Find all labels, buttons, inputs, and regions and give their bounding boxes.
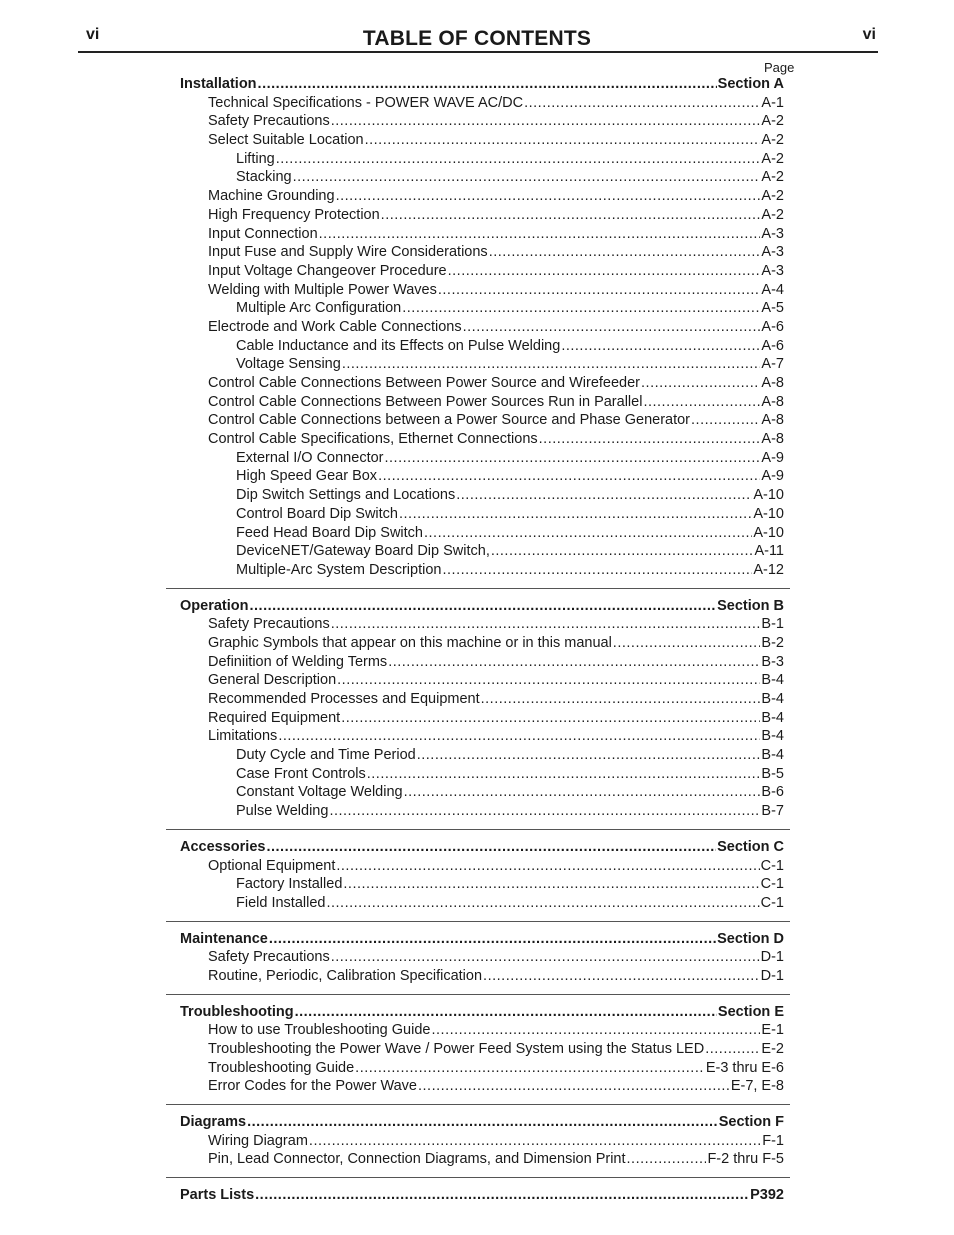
toc-entry[interactable] <box>166 1040 790 1059</box>
toc-entry-label: Maintenance <box>180 930 268 947</box>
toc-section <box>166 1186 790 1213</box>
dot-leader <box>418 1077 730 1096</box>
toc-entry-label: Optional Equipment <box>208 857 336 874</box>
page-column-label: Page <box>764 60 795 75</box>
toc-entry-label: Input Voltage Changeover Procedure <box>208 262 447 279</box>
toc-entry[interactable] <box>166 1021 790 1040</box>
toc-entry-page: D-1 <box>760 967 784 984</box>
toc-entry-label: Pin, Lead Connector, Connection Diagrams, and Dimension Print <box>208 1151 626 1168</box>
toc-entry[interactable] <box>166 802 790 821</box>
toc-entry-page: B-4 <box>761 691 784 707</box>
dot-leader <box>691 411 760 430</box>
toc-entry-label: Multiple-Arc System Description <box>236 561 442 578</box>
toc-entry-page: A-3 <box>761 262 784 279</box>
dot-leader <box>336 857 759 876</box>
toc-entry[interactable] <box>166 206 790 225</box>
dot-leader <box>463 318 761 337</box>
dot-leader <box>343 875 759 894</box>
toc-entry-label: Graphic Symbols that appear on this machine or in this manual <box>208 634 612 651</box>
dot-leader <box>641 374 760 393</box>
toc-entry-label: Constant Voltage Welding <box>236 784 403 801</box>
toc-entry-label: Multiple Arc Configuration <box>236 300 402 317</box>
toc-section-heading[interactable] <box>166 1113 790 1132</box>
toc-entry-label: Parts Lists <box>180 1187 255 1204</box>
toc-entry-page: B-4 <box>761 747 784 764</box>
toc-entry-label: Machine Grounding <box>208 188 335 205</box>
toc-entry-label: External I/O Connector <box>236 449 384 466</box>
toc-entry-label: Safety Precautions <box>208 113 330 130</box>
toc-entry-label: Installation <box>180 76 257 92</box>
toc-entry-page: A-2 <box>761 169 784 186</box>
dot-leader <box>276 150 761 169</box>
toc-entry-label: Stacking <box>236 169 292 186</box>
toc-entry-label: Pulse Welding <box>236 803 329 820</box>
dot-leader <box>417 746 761 765</box>
toc-entry-page: A-7 <box>761 356 784 373</box>
toc-entry-page: F-2 thru F-5 <box>707 1151 784 1168</box>
toc-entry-page: C-1 <box>760 857 784 874</box>
dot-leader <box>337 671 760 690</box>
toc-entry-label: Electrode and Work Cable Connections <box>208 318 462 335</box>
title-rule <box>78 51 878 53</box>
toc-entry[interactable] <box>166 168 790 187</box>
toc-entry[interactable] <box>166 690 790 709</box>
toc-entry-page: A-3 <box>761 225 784 242</box>
toc-entry-label: Troubleshooting <box>180 1003 294 1020</box>
toc-entry[interactable] <box>166 542 790 561</box>
toc-entry-page: A-6 <box>761 337 784 354</box>
toc-entry-page: Section B <box>717 597 784 614</box>
toc-entry-page: A-12 <box>753 561 784 578</box>
toc-entry-label: General Description <box>208 672 337 689</box>
toc-entry-page: A-6 <box>761 318 784 335</box>
toc-entry-label: Feed Head Board Dip Switch <box>236 524 423 541</box>
toc-entry[interactable] <box>166 948 790 967</box>
toc-entry-page: A-8 <box>761 393 784 410</box>
toc-entry-page: D-1 <box>760 949 784 966</box>
toc-section <box>166 75 790 589</box>
toc-list <box>166 75 790 1221</box>
dot-leader <box>319 225 761 244</box>
toc-section-heading[interactable] <box>166 930 790 949</box>
dot-leader <box>247 1113 718 1132</box>
toc-entry-label: Factory Installed <box>236 876 343 893</box>
toc-entry[interactable] <box>166 505 790 524</box>
toc-section <box>166 930 790 995</box>
dot-leader <box>456 486 752 505</box>
toc-entry-page: Section C <box>717 838 784 855</box>
toc-entry-page: P392 <box>750 1187 784 1204</box>
toc-entry-page: E-2 <box>761 1041 784 1057</box>
toc-entry-page: B-3 <box>761 653 784 670</box>
toc-entry-label: High Speed Gear Box <box>236 468 378 485</box>
dot-leader <box>388 653 760 672</box>
toc-section <box>166 597 790 830</box>
dot-leader <box>613 634 761 653</box>
toc-entry-label: Control Cable Connections between a Power Source and Phase Generator <box>208 412 691 429</box>
toc-entry-page: B-5 <box>761 765 784 782</box>
toc-section <box>166 1003 790 1105</box>
toc-entry-page: A-4 <box>761 281 784 298</box>
toc-entry-page: Section E <box>717 1003 784 1020</box>
toc-entry[interactable] <box>166 875 790 894</box>
toc-entry[interactable] <box>166 1150 790 1169</box>
toc-entry-page: A-10 <box>753 505 784 522</box>
toc-entry[interactable] <box>166 524 790 543</box>
toc-entry[interactable] <box>166 1077 790 1096</box>
toc-entry[interactable] <box>166 561 790 580</box>
toc-entry-label: Input Connection <box>208 225 318 242</box>
toc-entry[interactable] <box>166 1059 790 1078</box>
toc-entry-page: C-1 <box>760 876 784 893</box>
toc-entry[interactable] <box>166 671 790 690</box>
toc-entry[interactable] <box>166 262 790 281</box>
toc-entry-label: Limitations <box>208 728 278 745</box>
toc-section-heading[interactable] <box>166 838 790 857</box>
toc-entry[interactable] <box>166 857 790 876</box>
toc-entry-page: B-4 <box>761 709 784 726</box>
toc-section-heading[interactable] <box>166 1186 790 1205</box>
toc-section <box>166 838 790 922</box>
dot-leader <box>342 355 761 374</box>
toc-entry[interactable] <box>166 894 790 913</box>
dot-leader <box>341 709 760 728</box>
dot-leader <box>355 1059 705 1078</box>
dot-leader <box>326 894 759 913</box>
dot-leader <box>489 243 761 262</box>
toc-entry-label: Routine, Periodic, Calibration Specification <box>208 967 483 984</box>
toc-entry-label: Troubleshooting Guide <box>208 1059 355 1076</box>
toc-entry-label: Input Fuse and Supply Wire Considerations <box>208 244 488 261</box>
dot-leader <box>269 930 716 949</box>
dot-leader <box>249 597 716 616</box>
toc-entry[interactable] <box>166 467 790 486</box>
toc-entry[interactable] <box>166 430 790 449</box>
toc-entry-page: A-8 <box>761 375 784 391</box>
toc-entry[interactable] <box>166 709 790 728</box>
dot-leader <box>331 948 760 967</box>
dot-leader <box>402 299 760 318</box>
dot-leader <box>295 1003 717 1022</box>
toc-entry[interactable] <box>166 94 790 113</box>
toc-entry[interactable] <box>166 1132 790 1151</box>
dot-leader <box>278 727 760 746</box>
toc-entry[interactable] <box>166 243 790 262</box>
toc-entry-label: Control Board Dip Switch <box>236 505 398 522</box>
dot-leader <box>381 206 761 225</box>
toc-entry[interactable] <box>166 967 790 986</box>
page-number-right: vi <box>862 26 876 43</box>
toc-entry-page: A-2 <box>761 206 784 223</box>
dot-leader <box>561 337 760 356</box>
dot-leader <box>438 281 761 300</box>
toc-entry[interactable] <box>166 150 790 169</box>
toc-entry[interactable] <box>166 131 790 150</box>
toc-section-heading[interactable] <box>166 597 790 616</box>
toc-entry-page: B-6 <box>761 784 784 801</box>
toc-entry-page: B-4 <box>761 672 784 689</box>
toc-entry[interactable] <box>166 634 790 653</box>
page-number-left: vi <box>86 26 100 43</box>
toc-entry-label: Cable Inductance and its Effects on Pulse Welding <box>236 337 561 354</box>
toc-entry-label: Control Cable Specifications, Ethernet Connections <box>208 431 538 448</box>
toc-entry-label: Accessories <box>180 838 266 855</box>
toc-entry[interactable] <box>166 746 790 765</box>
dot-leader <box>431 1021 760 1040</box>
dot-leader <box>336 187 761 206</box>
toc-entry[interactable] <box>166 727 790 746</box>
toc-entry-page: A-11 <box>754 543 784 560</box>
dot-leader <box>255 1186 749 1205</box>
toc-entry-page: B-4 <box>761 728 784 745</box>
dot-leader <box>309 1132 761 1151</box>
toc-entry-label: Troubleshooting the Power Wave / Power Feed System using the Status LED <box>208 1041 705 1057</box>
toc-entry-page: B-2 <box>761 634 784 651</box>
dot-leader <box>399 505 752 524</box>
dot-leader <box>483 967 760 986</box>
toc-entry-page: A-8 <box>761 431 784 448</box>
toc-section-heading[interactable] <box>166 1003 790 1022</box>
toc-entry-label: Control Cable Connections Between Power Sources Run in Parallel <box>208 393 643 410</box>
dot-leader <box>378 467 760 486</box>
toc-entry[interactable] <box>166 355 790 374</box>
toc-entry-page: A-2 <box>761 188 784 205</box>
toc-entry-page: A-8 <box>761 412 784 429</box>
dot-leader <box>524 94 760 113</box>
toc-entry[interactable] <box>166 615 790 634</box>
toc-entry[interactable] <box>166 225 790 244</box>
toc-entry[interactable] <box>166 374 790 393</box>
toc-entry[interactable] <box>166 449 790 468</box>
dot-leader <box>539 430 761 449</box>
toc-entry-label: Recommended Processes and Equipment <box>208 691 480 707</box>
dot-leader <box>367 765 761 784</box>
toc-entry-label: Select Suitable Location <box>208 132 364 149</box>
toc-entry[interactable] <box>166 112 790 131</box>
toc-entry[interactable] <box>166 486 790 505</box>
toc-entry-page: E-3 thru E-6 <box>705 1059 784 1076</box>
toc-entry-label: Error Codes for the Power Wave <box>208 1078 417 1095</box>
toc-entry-label: DeviceNET/Gateway Board Dip Switch, <box>236 543 490 560</box>
dot-leader <box>491 542 754 561</box>
dot-leader <box>627 1150 707 1169</box>
toc-entry-label: Voltage Sensing <box>236 356 341 373</box>
toc-entry-label: Wiring Diagram <box>208 1132 308 1149</box>
dot-leader <box>705 1040 760 1059</box>
dot-leader <box>481 690 761 709</box>
toc-entry-label: Operation <box>180 597 249 614</box>
toc-entry-page: C-1 <box>760 894 784 911</box>
toc-entry-label: Welding with Multiple Power Waves <box>208 281 437 298</box>
toc-entry[interactable] <box>166 187 790 206</box>
toc-entry-label: How to use Troubleshooting Guide <box>208 1022 431 1039</box>
dot-leader <box>442 561 752 580</box>
toc-entry-label: Diagrams <box>180 1114 247 1131</box>
toc-section-heading[interactable] <box>166 75 790 94</box>
toc-entry-label: Control Cable Connections Between Power Source and Wirefeeder <box>208 375 641 391</box>
toc-entry-page: A-10 <box>753 487 784 504</box>
toc-entry[interactable] <box>166 281 790 300</box>
toc-entry-page: A-1 <box>761 94 784 111</box>
toc-entry-page: F-1 <box>762 1132 784 1149</box>
toc-entry[interactable] <box>166 783 790 802</box>
toc-entry-label: Case Front Controls <box>236 765 366 782</box>
toc-entry-label: Definiition of Welding Terms <box>208 653 388 670</box>
toc-entry-label: Technical Specifications - POWER WAVE AC/DC <box>208 94 524 111</box>
toc-entry[interactable] <box>166 318 790 337</box>
toc-entry-page: A-10 <box>753 524 784 541</box>
dot-leader <box>404 783 761 802</box>
toc-entry-page: E-7, E-8 <box>730 1078 784 1095</box>
toc-entry-label: Field Installed <box>236 894 326 911</box>
toc-entry-label: Duty Cycle and Time Period <box>236 747 416 764</box>
toc-entry[interactable] <box>166 337 790 356</box>
toc-entry-page: Section D <box>717 930 784 947</box>
dot-leader <box>365 131 761 150</box>
toc-entry-page: Section F <box>718 1114 784 1131</box>
toc-entry-label: Safety Precautions <box>208 949 330 966</box>
toc-entry-page: A-2 <box>761 113 784 130</box>
dot-leader <box>266 838 716 857</box>
toc-entry-page: A-2 <box>761 150 784 167</box>
dot-leader <box>331 615 761 634</box>
toc-entry-page: A-2 <box>761 132 784 149</box>
toc-entry-page: A-5 <box>761 300 784 317</box>
dot-leader <box>258 75 717 94</box>
toc-entry[interactable] <box>166 299 790 318</box>
page-title: TABLE OF CONTENTS <box>362 27 592 50</box>
toc-entry-page: A-3 <box>761 244 784 261</box>
toc-entry[interactable] <box>166 393 790 412</box>
toc-entry-page: E-1 <box>761 1022 784 1039</box>
dot-leader <box>293 168 761 187</box>
toc-entry-label: Safety Precautions <box>208 616 330 633</box>
toc-entry-page: B-1 <box>761 616 784 633</box>
toc-section <box>166 1113 790 1178</box>
toc-entry[interactable] <box>166 411 790 430</box>
dot-leader <box>331 112 761 131</box>
toc-entry-page: A-9 <box>761 449 784 466</box>
toc-entry-label: Required Equipment <box>208 709 341 726</box>
dot-leader <box>643 393 760 412</box>
dot-leader <box>329 802 760 821</box>
toc-entry-page: B-7 <box>761 803 784 820</box>
dot-leader <box>448 262 761 281</box>
dot-leader <box>385 449 761 468</box>
toc-entry-page: A-9 <box>761 468 784 485</box>
toc-entry-label: Dip Switch Settings and Locations <box>236 487 456 504</box>
toc-entry[interactable] <box>166 653 790 672</box>
toc-entry-label: Lifting <box>236 150 275 167</box>
toc-entry[interactable] <box>166 765 790 784</box>
dot-leader <box>424 524 752 543</box>
toc-entry-page: Section A <box>717 76 784 92</box>
toc-entry-label: High Frequency Protection <box>208 206 380 223</box>
